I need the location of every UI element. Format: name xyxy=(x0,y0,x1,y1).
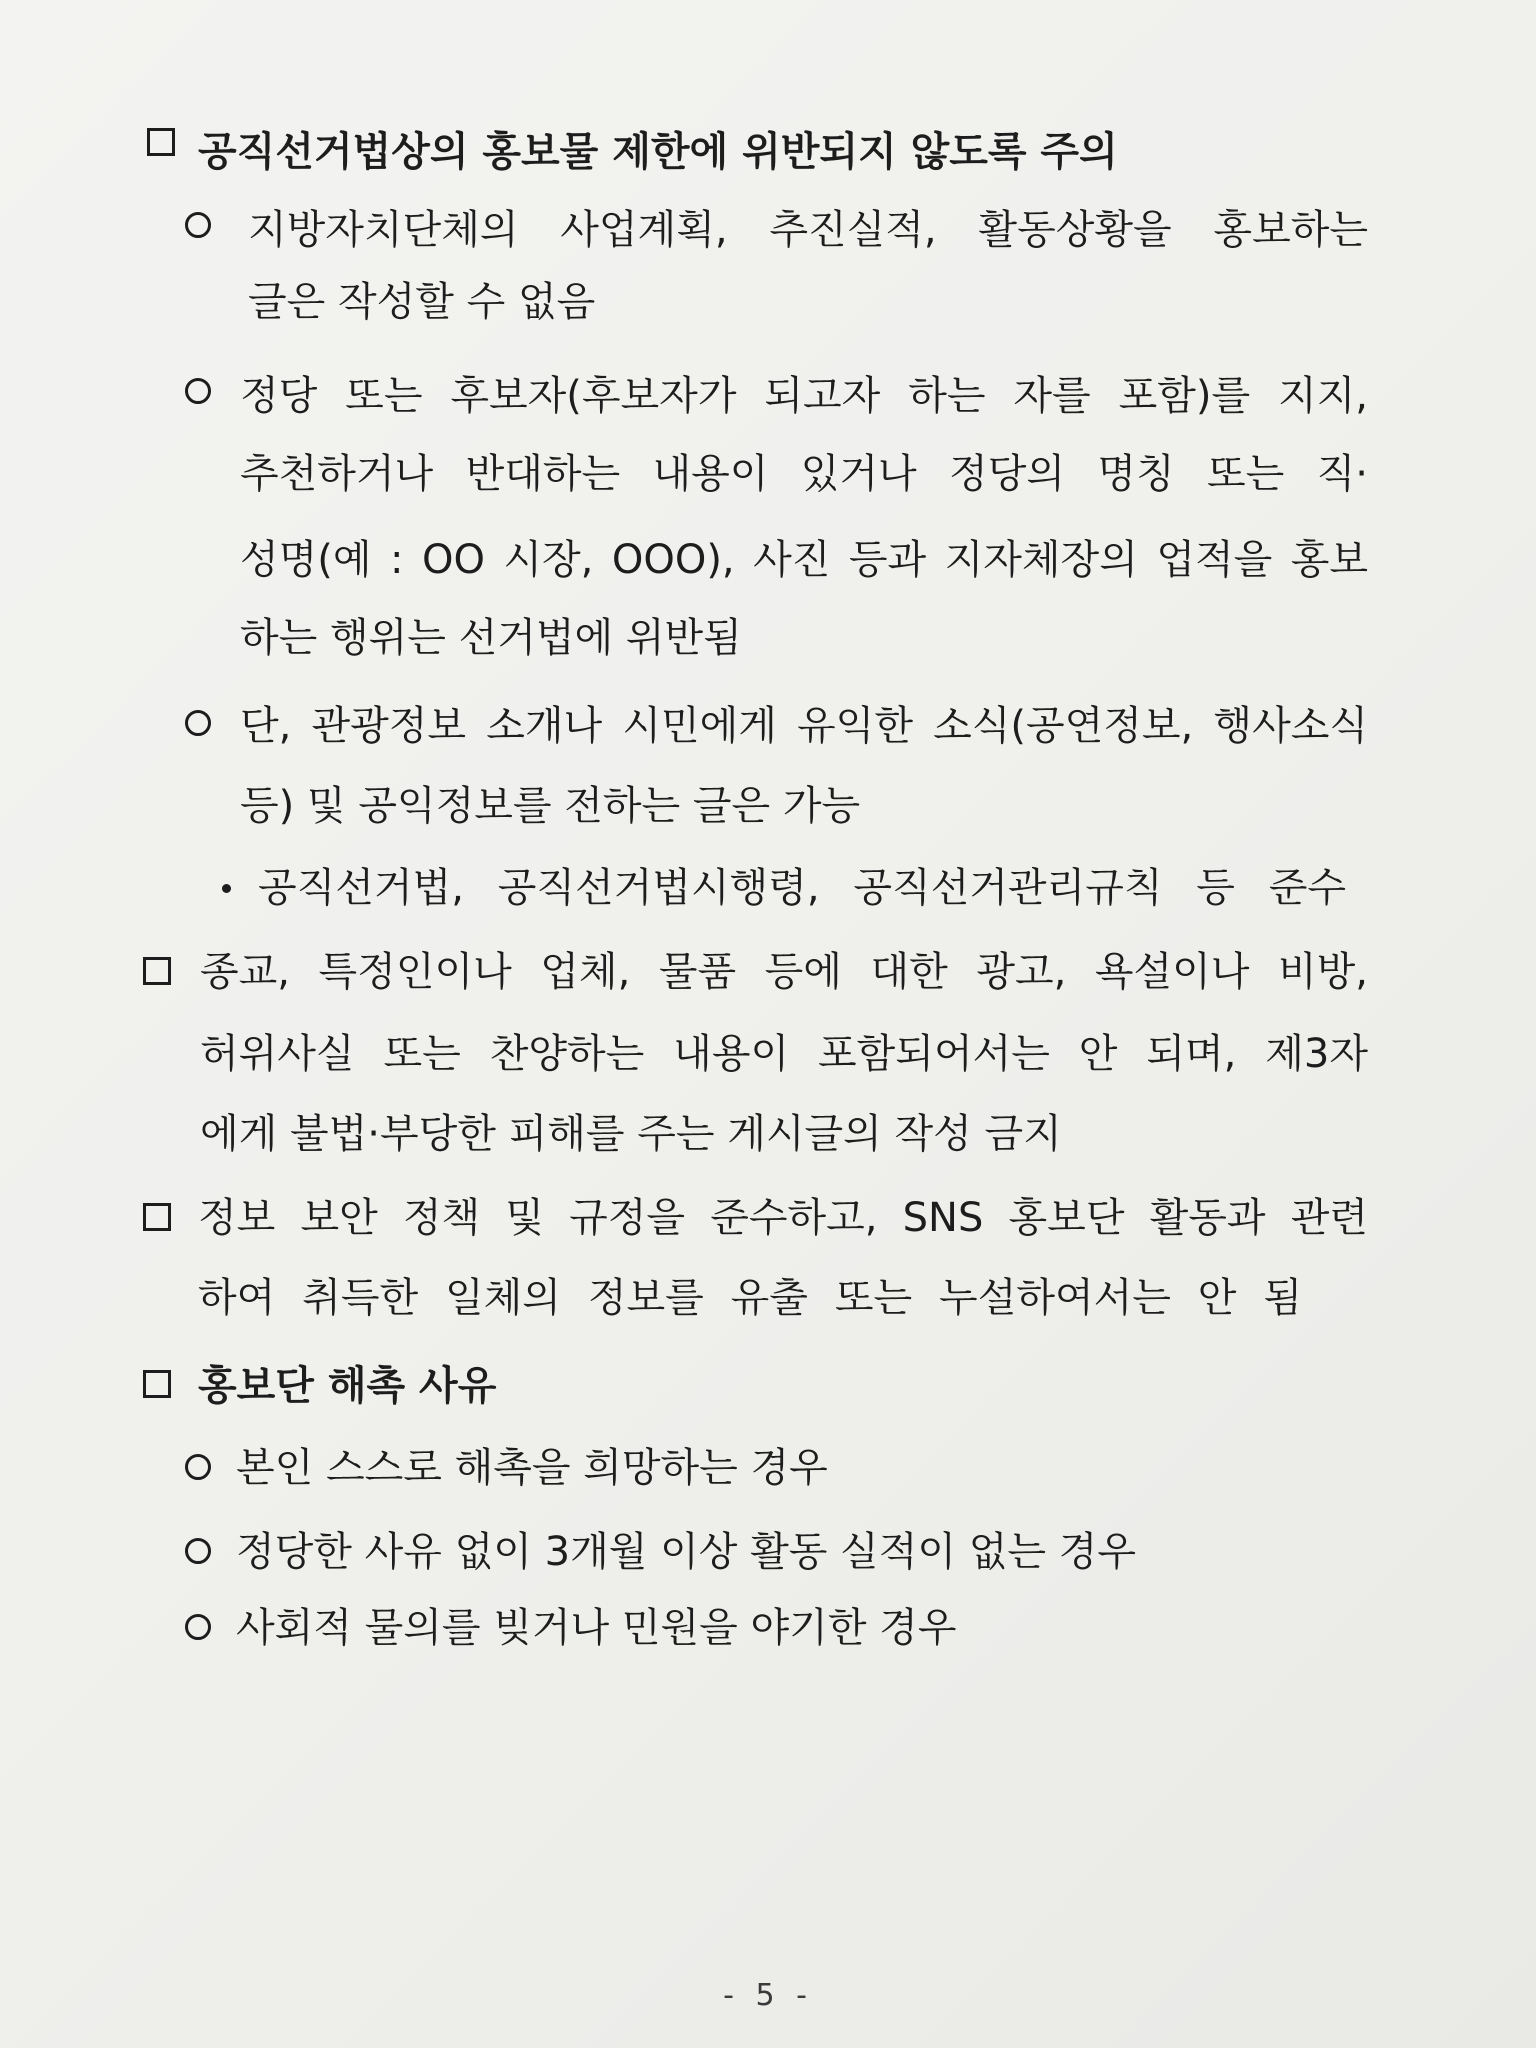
section1-item2-line3: 성명(예 : OO 시장, OOO), 사진 등과 지자체장의 업적을 홍보 xyxy=(240,537,1368,583)
section1-item3-line2: 등) 및 공익정보를 전하는 글은 가능 xyxy=(240,783,861,829)
section1-item2-line1: 정당 또는 후보자(후보자가 되고자 하는 자를 포함)를 지지, xyxy=(240,373,1368,419)
section1-item2-line4: 하는 행위는 선거법에 위반됨 xyxy=(240,615,742,661)
square-bullet-icon xyxy=(143,1370,171,1398)
section2-line1: 종교, 특정인이나 업체, 물품 등에 대한 광고, 욕설이나 비방, xyxy=(200,949,1368,995)
section2-line3: 에게 불법·부당한 피해를 주는 게시글의 작성 금지 xyxy=(200,1111,1062,1157)
section1-bullet: 공직선거법, 공직선거법시행령, 공직선거관리규칙 등 준수 xyxy=(258,865,1346,911)
square-bullet-icon xyxy=(143,1203,171,1231)
section4-item3: 사회적 물의를 빚거나 민원을 야기한 경우 xyxy=(236,1605,957,1651)
circle-bullet-icon xyxy=(185,1614,211,1640)
section3-line2: 하여 취득한 일체의 정보를 유출 또는 누설하여서는 안 됨 xyxy=(198,1275,1302,1321)
page-number: - 5 - xyxy=(723,1978,813,2013)
section1-item1-line2: 글은 작성할 수 없음 xyxy=(248,279,596,325)
section1-heading: 공직선거법상의 홍보물 제한에 위반되지 않도록 주의 xyxy=(198,129,1118,175)
circle-bullet-icon xyxy=(185,710,211,736)
section4-item2: 정당한 사유 없이 3개월 이상 활동 실적이 없는 경우 xyxy=(236,1529,1136,1575)
section3-line1: 정보 보안 정책 및 규정을 준수하고, SNS 홍보단 활동과 관련 xyxy=(198,1195,1368,1241)
circle-bullet-icon xyxy=(185,212,211,238)
section4-item1: 본인 스스로 해촉을 희망하는 경우 xyxy=(236,1445,828,1491)
circle-bullet-icon xyxy=(185,1538,211,1564)
circle-bullet-icon xyxy=(185,378,211,404)
section2-line2: 허위사실 또는 찬양하는 내용이 포함되어서는 안 되며, 제3자 xyxy=(200,1031,1368,1077)
circle-bullet-icon xyxy=(185,1454,211,1480)
square-bullet-icon xyxy=(147,128,175,156)
section4-heading: 홍보단 해촉 사유 xyxy=(198,1363,497,1409)
section1-item1-line1: 지방자치단체의 사업계획, 추진실적, 활동상황을 홍보하는 xyxy=(248,207,1368,253)
dot-bullet-icon xyxy=(222,884,231,893)
section1-item2-line2: 추천하거나 반대하는 내용이 있거나 정당의 명칭 또는 직· xyxy=(240,451,1368,497)
section1-item3-line1: 단, 관광정보 소개나 시민에게 유익한 소식(공연정보, 행사소식 xyxy=(240,703,1368,749)
square-bullet-icon xyxy=(143,957,171,985)
